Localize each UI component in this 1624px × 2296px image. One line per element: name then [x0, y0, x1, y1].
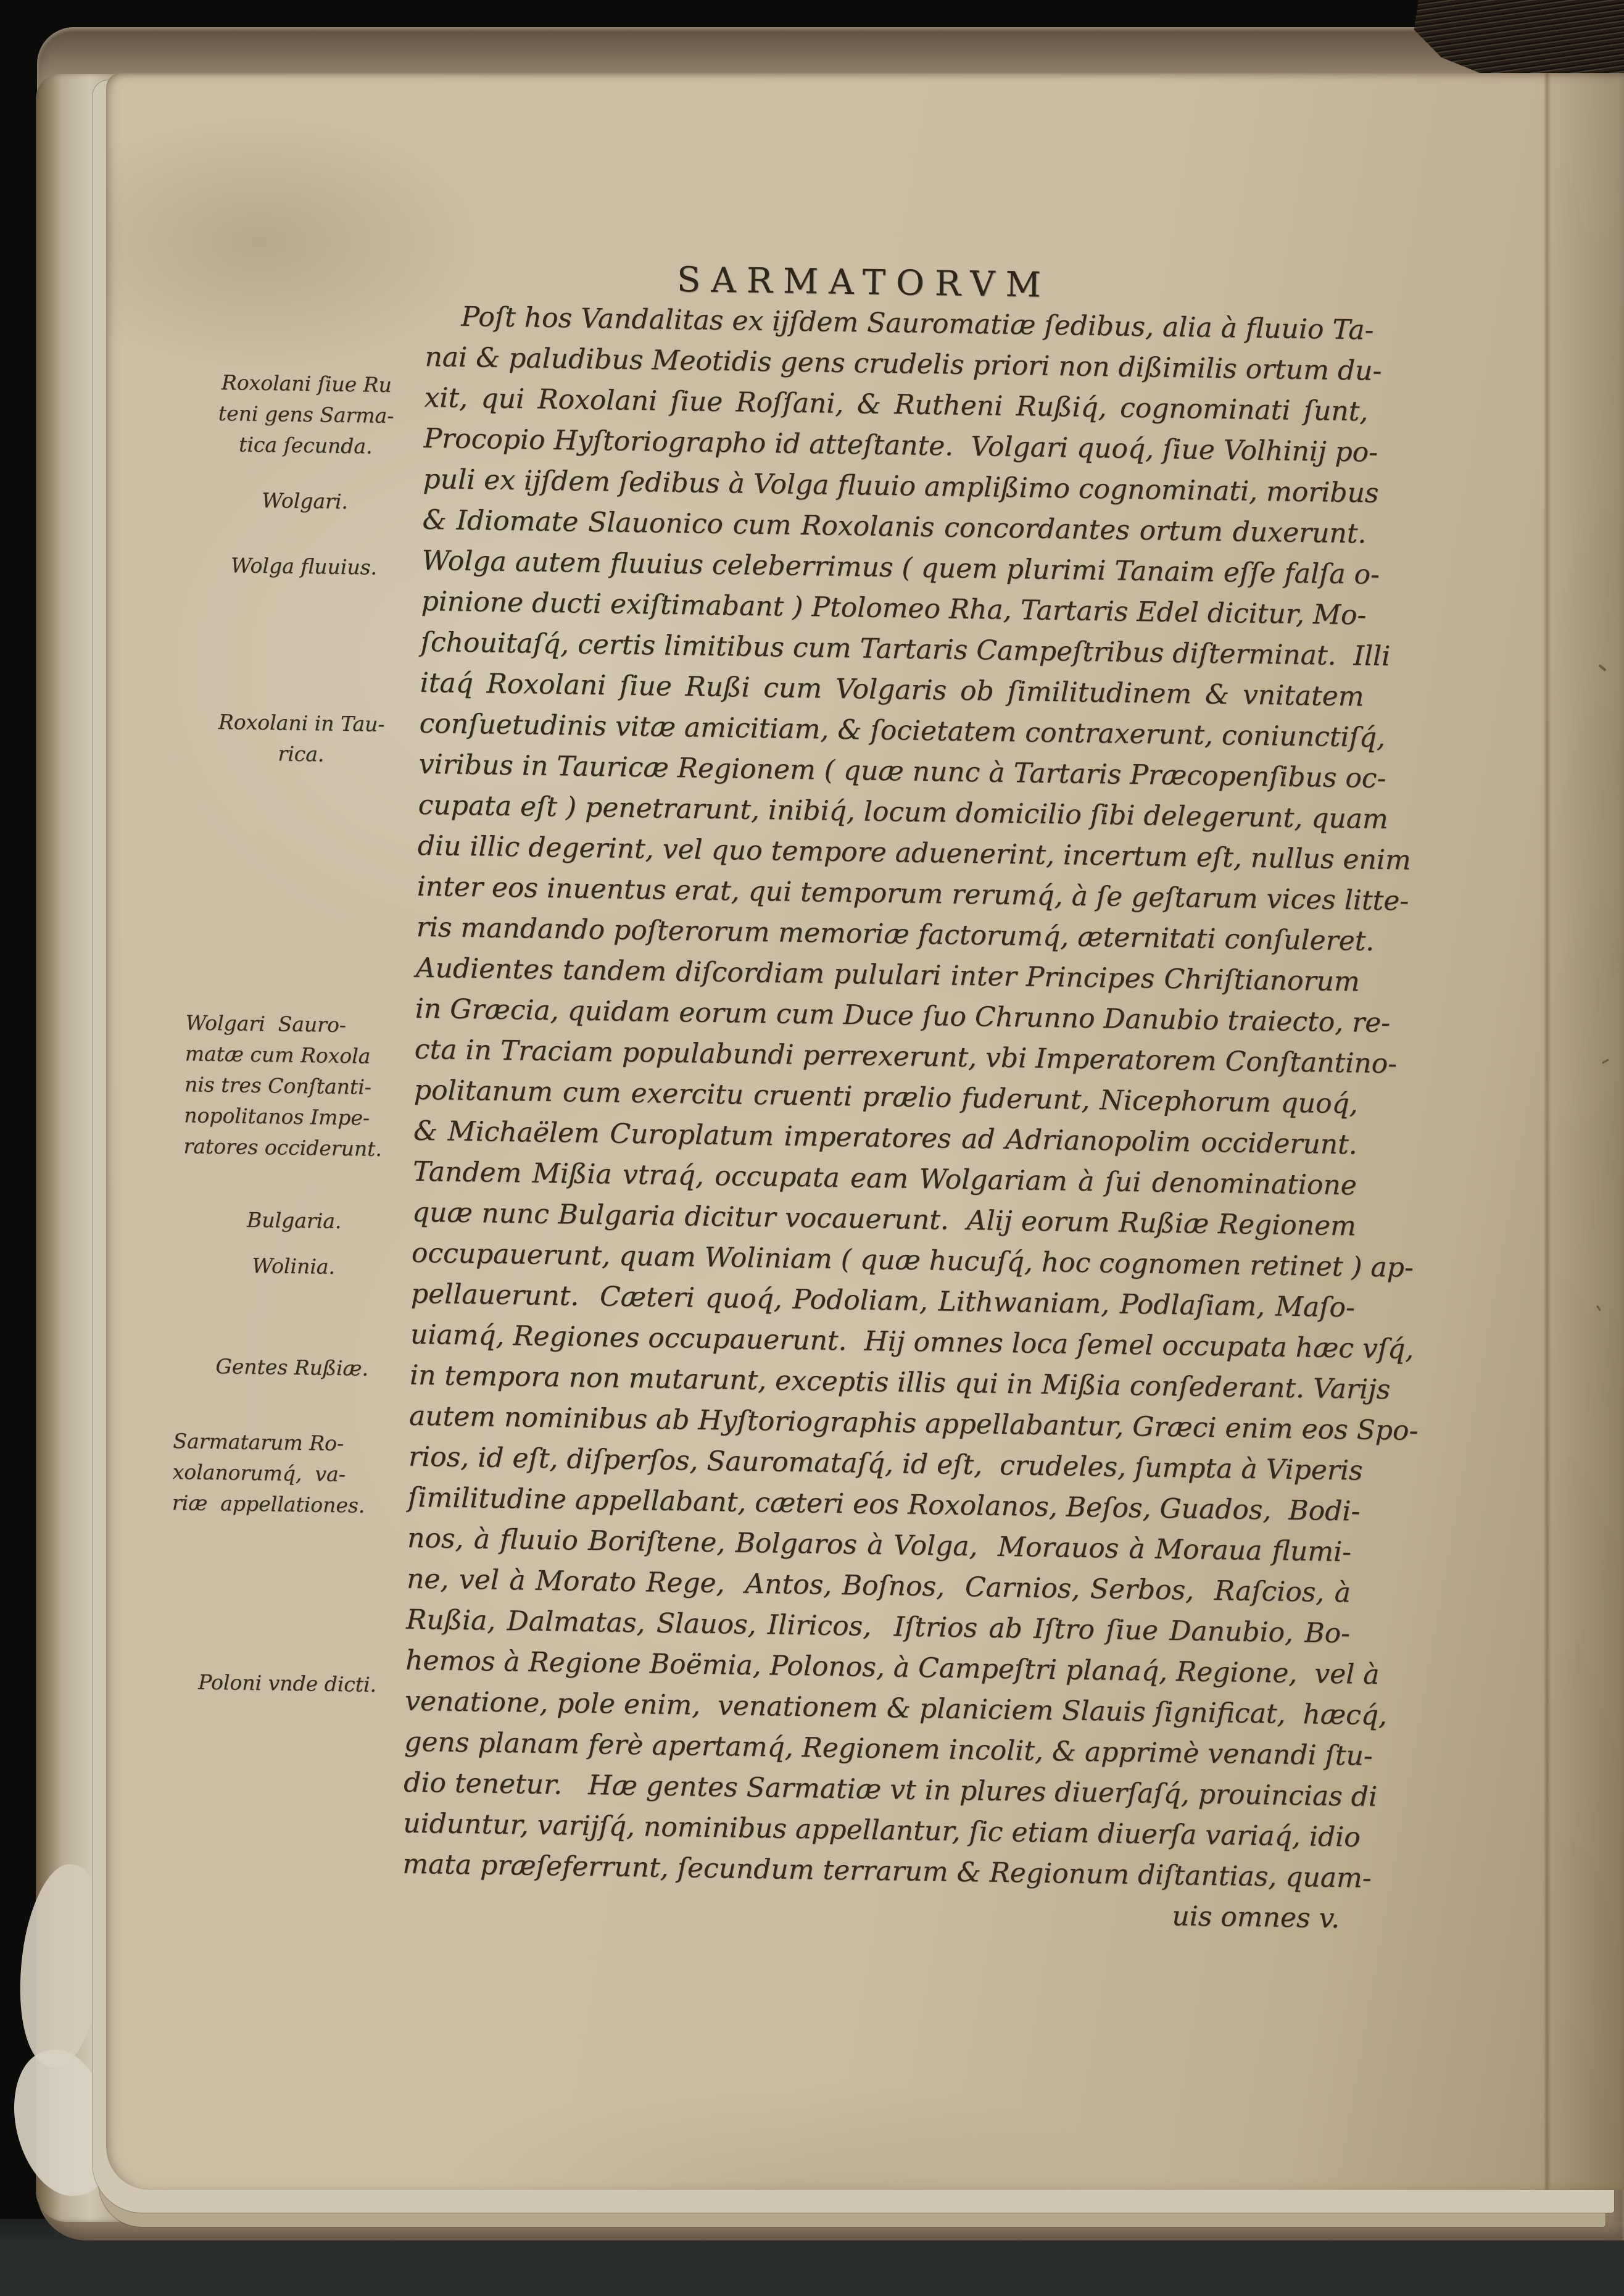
margin-note: Sarmatarum Ro- xolanorumq́, va- riæ appellationes.	[172, 1428, 365, 1518]
body-text	[402, 296, 1419, 1899]
catchword: uis omnes v.	[1172, 1900, 1340, 1935]
body-line: quæ nunc Bulgaria dicitur vocauerunt. Alij eorum Rußiæ Regionem	[412, 1196, 1357, 1242]
body-line: Poſt hos Vandalitas ex ijſdem Sauromatiæ ſedibus, alia à fluuio Ta-	[461, 301, 1374, 346]
body-line: diu illic degerint, vel quo tempore aduenerint, incertum eſt, nullus enim	[417, 830, 1412, 876]
margin-note: Gentes Rußiæ.	[215, 1354, 369, 1381]
margin-note: Roxolani ſiue Ru teni gens Sarma- tica ſecunda.	[218, 370, 394, 459]
margin-note: Bulgaria.	[246, 1207, 342, 1233]
body-line: dio tenetur. Hæ gentes Sarmatiæ vt in plures diuerſaſq́, prouincias di	[403, 1766, 1378, 1813]
body-line: in tempora non mutarunt, exceptis illis qui in Mißia conſederant. Varijs	[409, 1359, 1391, 1406]
body-line: itaq́ Roxolani ſiue Rußi cum Volgaris ob ſimilitudinem & vnitatem	[420, 667, 1364, 713]
body-line: uiduntur, varijſq́, nominibus appellantur, ſic etiam diuerſa variaq́, idio	[402, 1807, 1361, 1853]
body-line: viribus in Tauricæ Regionem ( quæ nunc à Tartaris Præcopenſibus oc-	[418, 748, 1386, 795]
body-line: mata præſeferrunt, ſecundum terrarum & Regionum diſtantias, quam-	[402, 1848, 1372, 1894]
body-line: xit, qui Roxolani ſiue Roſſani, & Rutheni Rußiq́, cognominati ſunt,	[424, 381, 1369, 428]
main-text	[402, 257, 1419, 1939]
body-line: nai & paludibus Meotidis gens crudelis priori non dißimilis ortum du-	[425, 341, 1382, 387]
body-line: pinione ducti exiſtimabant ) Ptolomeo Rha, Tartaris Edel dicitur, Mo-	[421, 585, 1367, 631]
body-line: hemos à Regione Boëmia, Polonos, à Campeſtri planaq́, Regione, vel à	[405, 1644, 1380, 1691]
body-line: autem nominibus ab Hyſtoriographis appellabantur, Græci enim eos Spo-	[408, 1400, 1419, 1447]
body-line: ris mandando poſterorum memoriæ factorumq́, æternitati conſuleret.	[416, 911, 1375, 957]
body-line: nos, à fluuio Boriſtene, Bolgaros à Volga, Morauos à Moraua flumi-	[407, 1522, 1352, 1568]
body-line: conſuetudinis vitæ amicitiam, & ſocietatem contraxerunt, coniunctiſq́,	[419, 707, 1386, 754]
body-line: cta in Traciam populabundi perrexerunt, vbi Imperatorem Conſtantino-	[414, 1033, 1398, 1080]
body-line: puli ex ijſdem ſedibus à Volga fluuio amplißimo cognominati, moribus	[423, 463, 1379, 509]
body-line: occupauerunt, quam Woliniam ( quæ hucuſq́, hoc cognomen retinet ) ap-	[411, 1237, 1414, 1284]
body-line: cupata eſt ) penetrarunt, inibiq́, locum domicilio ſibi delegerunt, quam	[418, 789, 1389, 836]
margin-note: Wolga fluuius.	[230, 553, 378, 580]
body-line: gens planam ferè apertamq́, Regionem incolit, & apprimè venandi ſtu-	[404, 1726, 1373, 1772]
body-line: ne, vel à Morato Rege, Antos, Boſnos, Carnios, Serbos, Raſcios, à	[406, 1563, 1351, 1609]
body-line: politanum cum exercitu cruenti prælio fuderunt, Nicephorum quoq́,	[413, 1074, 1359, 1120]
body-line: & Idiomate Slauonico cum Roxolanis concordantes ortum duxerunt.	[422, 504, 1367, 550]
margin-note: Wolgari.	[261, 488, 349, 514]
margin-notes	[155, 0, 435, 2296]
body-line: Procopio Hyſtoriographo id atteſtante. Volgari quoq́, ſiue Volhinij po-	[423, 422, 1378, 468]
body-line: Wolga autem fluuius celeberrimus ( quem plurimi Tanaim eſſe falſa o-	[421, 544, 1380, 591]
margin-note: Wolinia.	[252, 1253, 336, 1279]
body-line: pellauerunt. Cæteri quoq́, Podoliam, Lithwaniam, Podlaſiam, Maſo-	[410, 1278, 1356, 1324]
body-line: Tandem Mißia vtraq́, occupata eam Wolgariam à ſui denominatione	[412, 1155, 1357, 1202]
page-title: SARMATORVM	[676, 259, 1052, 306]
body-line: Rußia, Dalmatas, Slauos, Iliricos, Iſtrios ab Iſtro ſiue Danubio, Bo-	[405, 1603, 1351, 1650]
body-line: rios, id eſt, diſperſos, Sauromataſq́, id eſt, crudeles, ſumpta à Viperis	[408, 1441, 1363, 1487]
body-line: uiamq́, Regiones occupauerunt. Hij omnes loca ſemel occupata hæc vſq́,	[410, 1318, 1414, 1365]
body-line: ſchouitaſq́, certis limitibus cum Tartaris Campeſtribus diſterminat. Illi	[420, 626, 1391, 673]
body-line: Audientes tandem diſcordiam pululari inter Principes Chriſtianorum	[415, 952, 1361, 998]
body-line: inter eos inuentus erat, qui temporum rerumq́, à ſe geſtarum vices litte-	[416, 870, 1409, 917]
margin-note: Roxolani in Tau- rica.	[218, 709, 385, 767]
body-line: & Michaëlem Curoplatum imperatores ad Adrianopolim occiderunt.	[413, 1115, 1358, 1161]
body-line: venatione, pole enim, venationem & planiciem Slauis ſignificat, hæcq́,	[404, 1685, 1388, 1732]
body-line: ſimilitudine appellabant, cæteri eos Roxolanos, Beſos, Guados, Bodi-	[407, 1481, 1361, 1528]
margin-note: Poloni vnde dicti.	[197, 1670, 377, 1697]
body-line: in Græcia, quidam eorum cum Duce ſuo Chrunno Danubio traiecto, re-	[415, 992, 1391, 1039]
margin-note: Wolgari Sauro- matæ cum Roxola nis tres Conſtanti- nopolitanos Impe- ratores occiderunt.	[183, 1010, 383, 1161]
